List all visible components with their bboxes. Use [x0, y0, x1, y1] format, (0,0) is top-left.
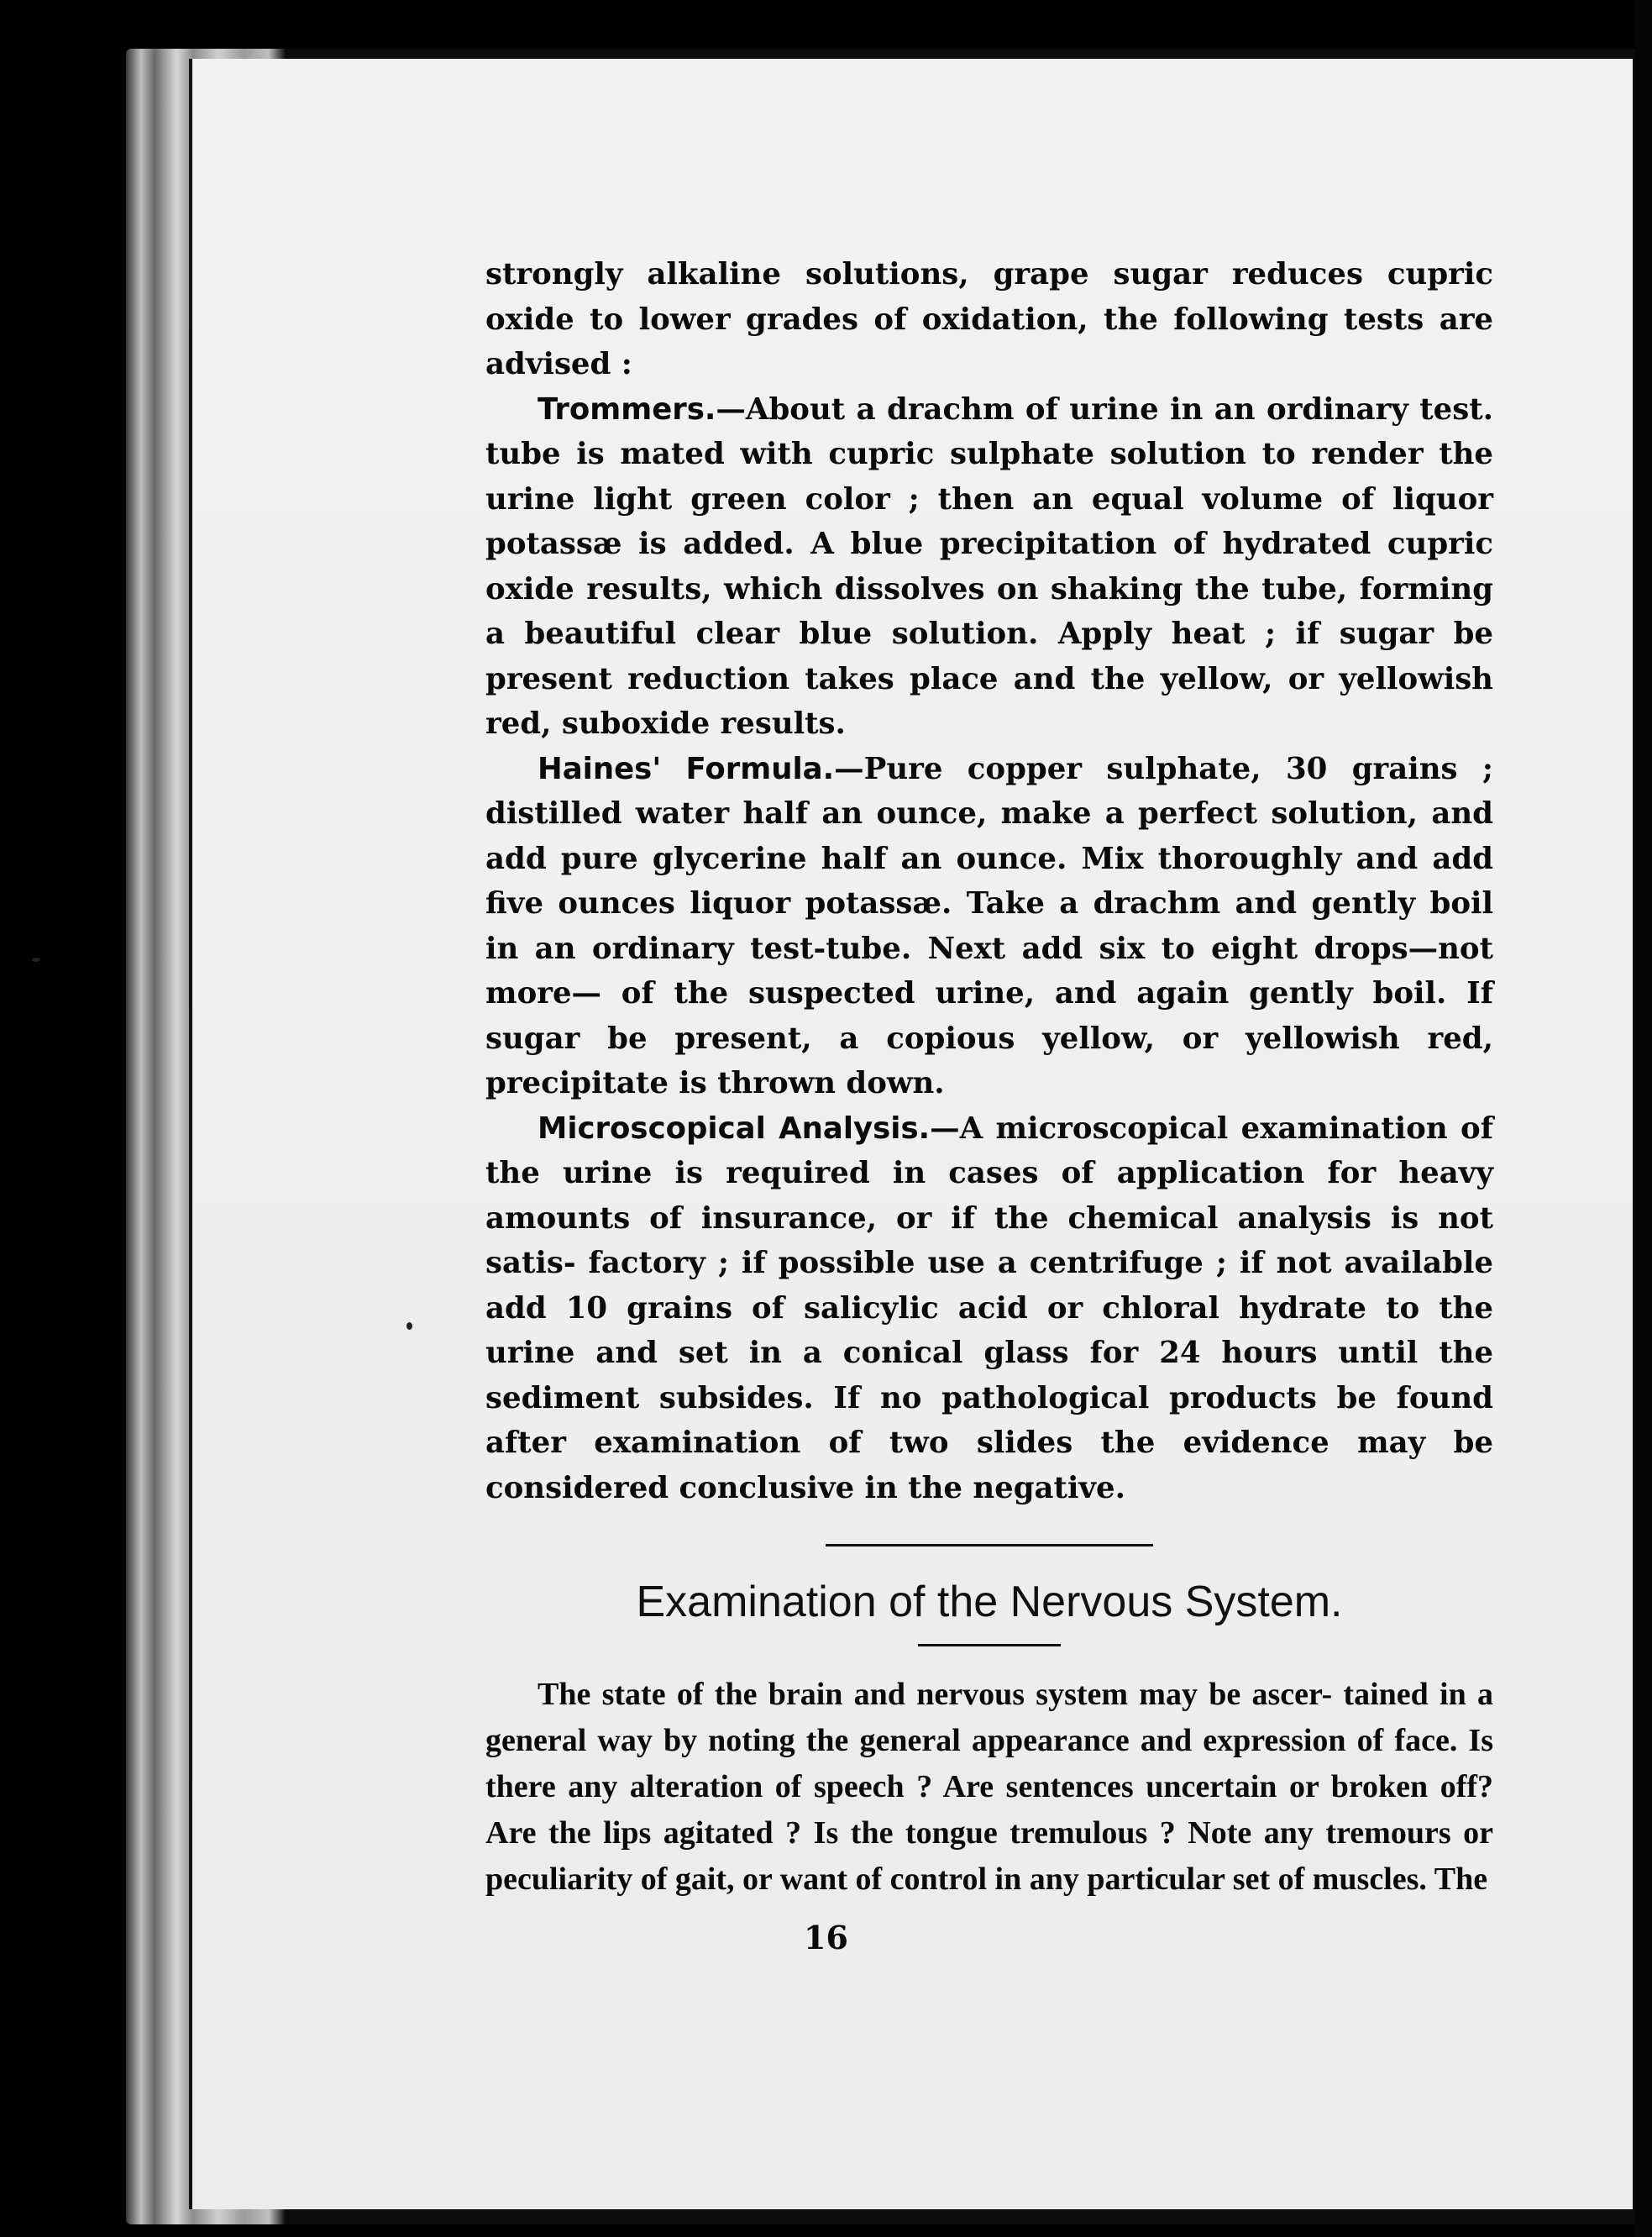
scan-speck: [32, 958, 40, 962]
paragraph-intro: strongly alkaline solutions, grape sugar reduces cupric oxide to lower grades of oxidation, the following tests are advised :: [485, 257, 1493, 381]
paragraph-nervous-system: The state of the brain and nervous system may be ascer- tained in a general way by noting the general appearance and expression of face. Is there any alteration of speech ? Are sentences uncertain or broken off? Are the lips agitated ? Is the tongue tremulous ? Note any tremours or peculiarity of gait, or want of control in any particular set of muscles. The: [485, 1677, 1493, 1897]
paragraph-haines: [485, 747, 1493, 1106]
heading-trommers: Trommers.: [538, 391, 716, 427]
haines-text: —Pure copper sulphate, 30 grains ; distilled water half an ounce, make a perfect solution, and add pure glycerine half an ounce. Mix thoroughly and add five ounces liquor potassæ. Take a drachm and gently boil in an ordinary test-tube. Next add six to eight drops—not more— of the suspected urine, and again gently boil. If sugar be present, a copious yellow, or yellowish red, precipitate is thrown down.: [485, 751, 1493, 1100]
paragraph-trommers: [485, 387, 1493, 747]
page-number: 16: [804, 1919, 848, 1956]
heading-microscopical-analysis: Microscopical Analysis.: [538, 1111, 931, 1146]
section-divider: [826, 1544, 1153, 1546]
microscopical-text: —A microscopical examination of the urine is required in cases of application for heavy amounts of insurance, or if the chemical analysis is not satis- factory ; if possible use a centrifuge ; if not available add 10 grains of salicylic acid or chloral hydrate to the urine and set in a conical glass for 24 hours until the sediment subsides. If no pathological products be found after examination of two slides the evidence may be considered conclusive in the negative.: [485, 1111, 1494, 1505]
trommers-text: —About a drachm of urine in an ordinary test. tube is mated with cupric sulphate solution to render the urine light green color ; then an equal volume of liquor potassæ is added. A blue precipitation of hydrated cupric oxide results, which dissolves on shaking the tube, forming a beautiful clear blue solution. Apply heat ; if sugar be present reduction takes place and the yellow, or yellowish red, suboxide results.: [485, 391, 1493, 741]
scan-border: [1635, 0, 1652, 2237]
scan-speck: [406, 1322, 412, 1330]
section-title: Examination of the Nervous System.: [636, 1578, 1343, 1626]
title-underline: [918, 1644, 1061, 1646]
heading-haines-formula: Haines' Formula.: [538, 751, 835, 786]
paragraph-microscopical: [485, 1106, 1493, 1511]
document-text: [485, 252, 1493, 1903]
